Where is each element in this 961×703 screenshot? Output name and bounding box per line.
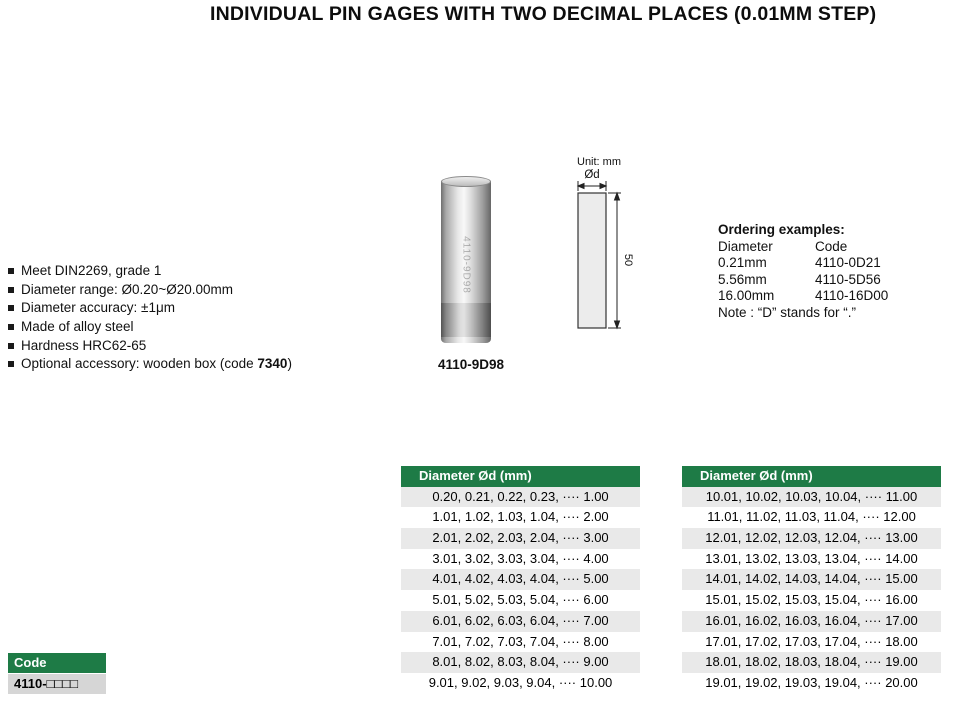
diameter-dimension-lines [578,181,606,191]
ordering-diameter-value: 0.21mm [718,255,767,270]
table-row: 7.01, 7.02, 7.03, 7.04, ···· 8.00 [432,633,609,649]
feature-text: Made of alloy steel [21,319,134,335]
feature-text: Hardness HRC62-65 [21,337,147,353]
table-row: 14.01, 14.02, 14.03, 14.04, ···· 15.00 [682,569,941,590]
bullet-icon [8,268,14,274]
table-row: 12.01, 12.02, 12.03, 12.04, ···· 13.00 [682,528,941,549]
feature-text: Diameter range: Ø0.20~Ø20.00mm [21,281,233,297]
bullet-icon [8,343,14,349]
table-row: 8.01, 8.02, 8.03, 8.04, ···· 9.00 [401,652,640,673]
table-row: 9.01, 9.02, 9.03, 9.04, ···· 10.00 [428,674,613,690]
ordering-code-value: 4110-0D21 [815,255,881,270]
ordering-diameter-value: 16.00mm [718,288,775,303]
table-row: 17.01, 17.02, 17.03, 17.04, ···· 18.00 [705,633,918,649]
table-row: 19.01, 19.02, 19.03, 19.04, ···· 20.00 [705,674,918,690]
table-row: 0.20, 0.21, 0.22, 0.23, ···· 1.00 [401,487,640,508]
length-dim-label: 50 [622,253,634,267]
feature-item [8,263,292,282]
feature-item [8,282,292,301]
feature-item [8,319,292,338]
diameter-table-1 [401,466,640,694]
table-row: 5.01, 5.02, 5.03, 5.04, ···· 6.00 [432,592,609,608]
code-legend [8,653,106,694]
ordering-code-value: 4110-16D00 [815,288,889,303]
code-legend-value: 4110-□□□□ [8,674,106,694]
bullet-icon [8,324,14,330]
table-row: 3.01, 3.02, 3.03, 3.04, ···· 4.00 [432,550,609,566]
unit-label: Unit: mm [577,156,621,168]
pin-top-face [441,176,491,187]
table-row: 18.01, 18.02, 18.03, 18.04, ···· 19.00 [682,652,941,673]
pin-engraving: 4110-9D98 [460,235,472,294]
table-row: 4.01, 4.02, 4.03, 4.04, ···· 5.00 [401,569,640,590]
table-row: 2.01, 2.02, 2.03, 2.04, ···· 3.00 [401,528,640,549]
bullet-icon [8,361,14,367]
table-header: Diameter Ød (mm) [682,466,941,487]
feature-text: Diameter accuracy: ±1μm [21,300,175,316]
length-dimension-lines [608,193,621,328]
ordering-col-diameter: Diameter [718,238,773,254]
pin-outline [578,193,606,328]
bullet-icon [8,305,14,311]
code-legend-header: Code [8,653,106,673]
dimension-drawing [563,153,653,338]
accessory-code: 7340 [257,356,288,372]
ordering-heading: Ordering examples: [718,222,845,237]
bullet-icon [8,287,14,293]
feature-text-run: ) [287,356,292,372]
table-row: 10.01, 10.02, 10.03, 10.04, ···· 11.00 [682,487,941,508]
ordering-code-value: 4110-5D56 [815,271,881,287]
feature-item [8,300,292,319]
table-rows [401,487,640,694]
pin-shade [441,303,491,337]
diameter-table-2 [682,466,941,694]
page-title: INDIVIDUAL PIN GAGES WITH TWO DECIMAL PLACES (0.01MM STEP) [210,3,877,25]
table-header: Diameter Ød (mm) [401,466,640,487]
feature-text: Meet DIN2269, grade 1 [21,263,162,278]
features-list [8,263,292,375]
table-row: 6.01, 6.02, 6.03, 6.04, ···· 7.00 [401,611,640,632]
ordering-diameter-value: 5.56mm [718,271,767,287]
feature-item [8,338,292,357]
table-row: 1.01, 1.02, 1.03, 1.04, ···· 2.00 [432,509,609,525]
ordering-examples [718,222,888,321]
table-rows [682,487,941,694]
table-row: 16.01, 16.02, 16.03, 16.04, ···· 17.00 [682,611,941,632]
pin-gage-photo [441,176,491,343]
feature-item [8,356,292,375]
ordering-col-code: Code [815,238,848,254]
ordering-table [718,239,888,305]
model-label: 4110-9D98 [437,357,505,372]
table-row: 15.01, 15.02, 15.03, 15.04, ···· 16.00 [705,592,918,608]
table-row: 13.01, 13.02, 13.03, 13.04, ···· 14.00 [705,550,918,566]
diameter-dim-label: Ød [584,169,600,181]
ordering-note: Note : “D” stands for “.” [718,304,857,320]
table-row: 11.01, 11.02, 11.03, 11.04, ···· 12.00 [707,509,916,525]
feature-text [21,356,292,371]
feature-text-run: Optional accessory: wooden box (code [21,356,258,372]
